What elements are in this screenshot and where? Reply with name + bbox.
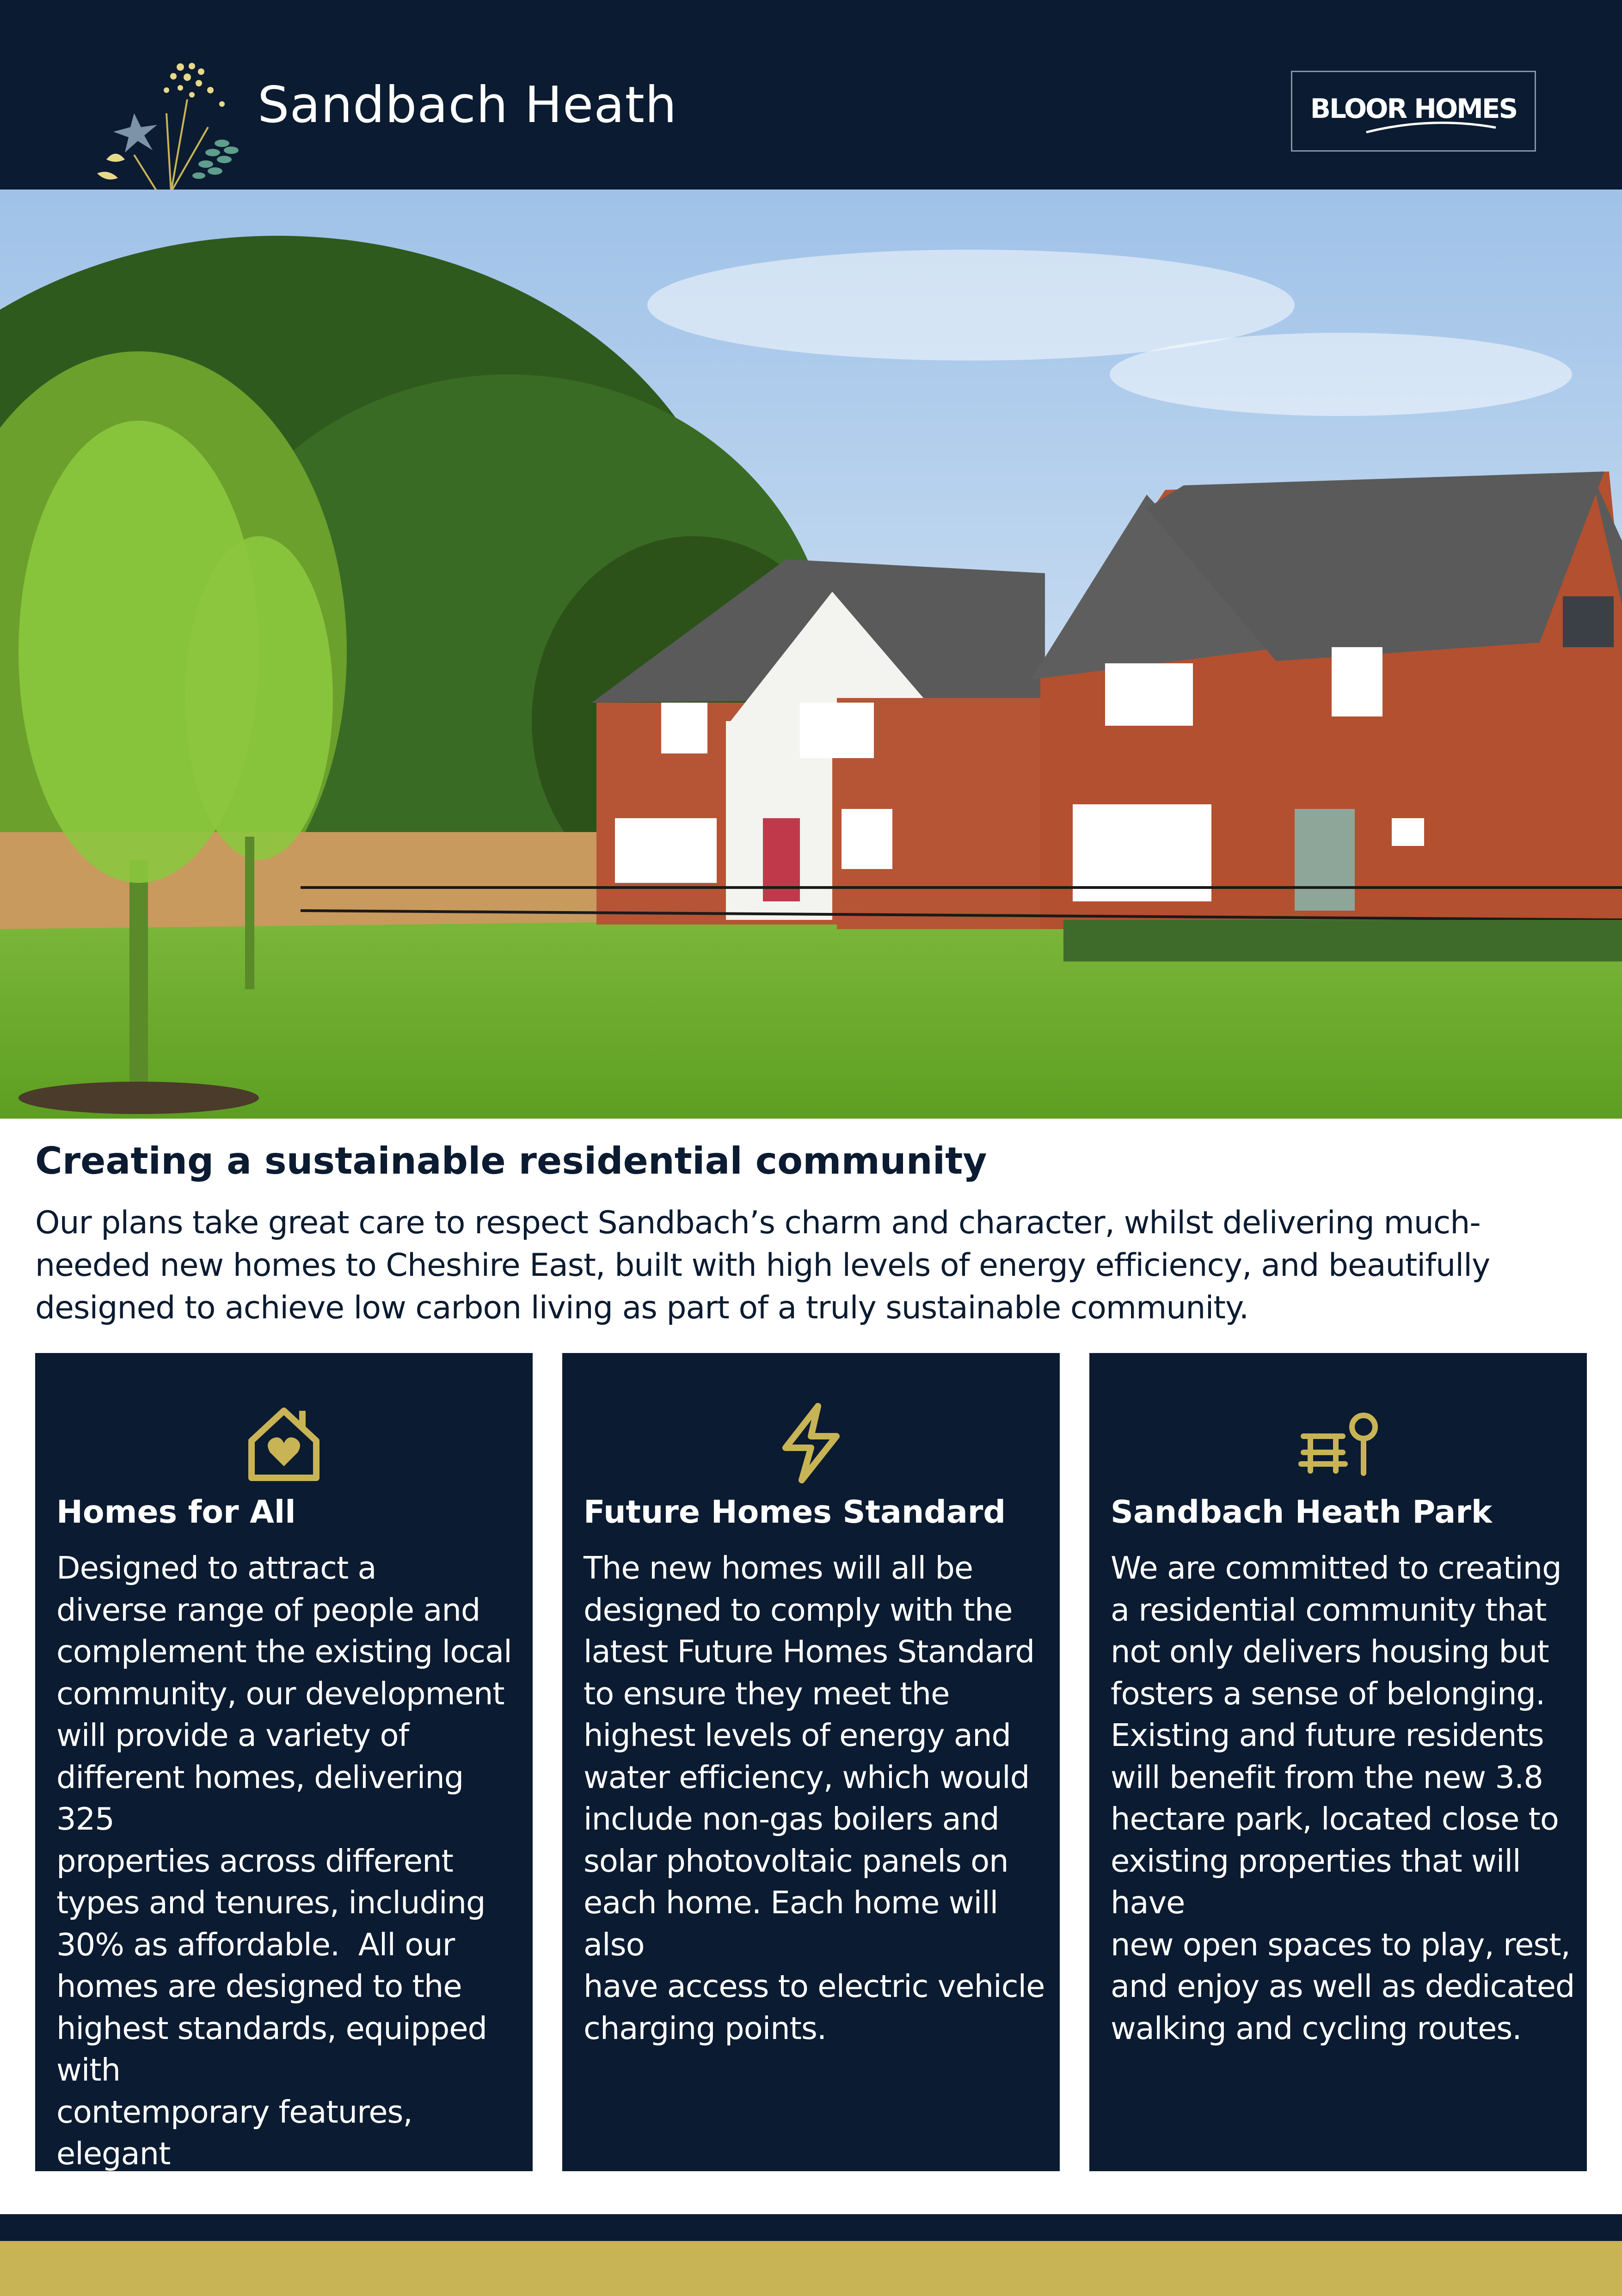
card-title: Homes for All xyxy=(56,1494,296,1531)
body-line: fosters a sense of belonging. xyxy=(1111,1675,1545,1712)
body-line: highest levels of energy and xyxy=(584,1717,1011,1753)
body-line: new open spaces to play, rest, xyxy=(1111,1926,1570,1963)
body-line: The new homes will all be xyxy=(584,1550,973,1586)
body-line: Existing and future residents xyxy=(1111,1717,1544,1753)
body-line: solar photovoltaic panels on xyxy=(584,1843,1008,1879)
swoosh-icon xyxy=(1362,118,1500,137)
card-homes-for-all xyxy=(35,1353,533,2214)
body-line: existing properties that will have xyxy=(1111,1843,1521,1921)
body-line: furnishing and energy efficient xyxy=(56,2177,519,2214)
body-line: walking and cycling routes. xyxy=(1111,2010,1522,2046)
body-line: latest Future Homes Standard xyxy=(584,1634,1035,1670)
brand-logo xyxy=(1291,71,1536,152)
park-bench-tree-icon xyxy=(1292,1397,1384,1489)
card-title: Future Homes Standard xyxy=(584,1494,1006,1531)
card-body xyxy=(584,1547,1051,2049)
body-line: homes are designed to the xyxy=(56,1968,462,2004)
body-line: types and tenures, including xyxy=(56,1885,485,1921)
body-line: community, our development xyxy=(56,1675,504,1712)
body-line: highest standards, equipped with xyxy=(56,2010,487,2088)
lightning-bolt-icon xyxy=(765,1397,857,1489)
footer-band-gold xyxy=(0,2241,1622,2296)
hero-houses-image xyxy=(0,190,1622,1119)
body-line: not only delivers housing but xyxy=(1111,1634,1549,1670)
site-title: Sandbach Heath xyxy=(258,76,677,134)
body-line: include non-gas boilers and xyxy=(584,1801,999,1837)
body-line: to ensure they meet the xyxy=(584,1675,950,1712)
body-line: Designed to attract a xyxy=(56,1550,376,1586)
body-line: complement the existing local xyxy=(56,1634,512,1670)
body-line: have access to electric vehicle xyxy=(584,1968,1045,2004)
flower-logo-icon xyxy=(88,58,273,192)
body-line: water efficiency, which would xyxy=(584,1759,1030,1795)
body-line: and enjoy as well as dedicated xyxy=(1111,1968,1575,2004)
body-line: charging points. xyxy=(584,2010,827,2046)
section-heading: Creating a sustainable residential community xyxy=(35,1139,987,1182)
hero-photo xyxy=(0,190,1622,1119)
body-line: hectare park, located close to xyxy=(1111,1801,1559,1837)
body-line: We are committed to creating xyxy=(1111,1550,1561,1586)
body-line: designed to comply with the xyxy=(584,1592,1013,1628)
house-heart-icon xyxy=(238,1397,330,1489)
page-header xyxy=(0,0,1622,190)
body-line: will provide a variety of xyxy=(56,1717,409,1753)
card-body xyxy=(1111,1547,1578,2049)
card-future-homes-standard xyxy=(562,1353,1060,2171)
body-line: each home. Each home will also xyxy=(584,1885,998,1963)
section-intro: Our plans take great care to respect Sandbach’s charm and character, whilst delivering much-needed new homes to Cheshire East, built with high levels of energy efficiency, and beautifully designed to achieve low carbon living as part of a truly sustainable community. xyxy=(35,1205,1490,1326)
footer-band-navy xyxy=(0,2214,1622,2241)
card-title: Sandbach Heath Park xyxy=(1111,1494,1493,1531)
card-body xyxy=(56,1547,523,2259)
body-line: a residential community that xyxy=(1111,1592,1547,1628)
body-line: 30% as affordable. All our xyxy=(56,1926,455,1963)
body-line: properties across different xyxy=(56,1843,453,1879)
body-line: will benefit from the new 3.8 xyxy=(1111,1759,1543,1795)
card-sandbach-heath-park xyxy=(1089,1353,1587,2171)
brand-logo-text: BLOOR HOMES xyxy=(1310,93,1517,124)
body-line: diverse range of people and xyxy=(56,1592,480,1628)
body-line: different homes, delivering 325 xyxy=(56,1759,464,1837)
body-line: contemporary features, elegant xyxy=(56,2094,412,2172)
